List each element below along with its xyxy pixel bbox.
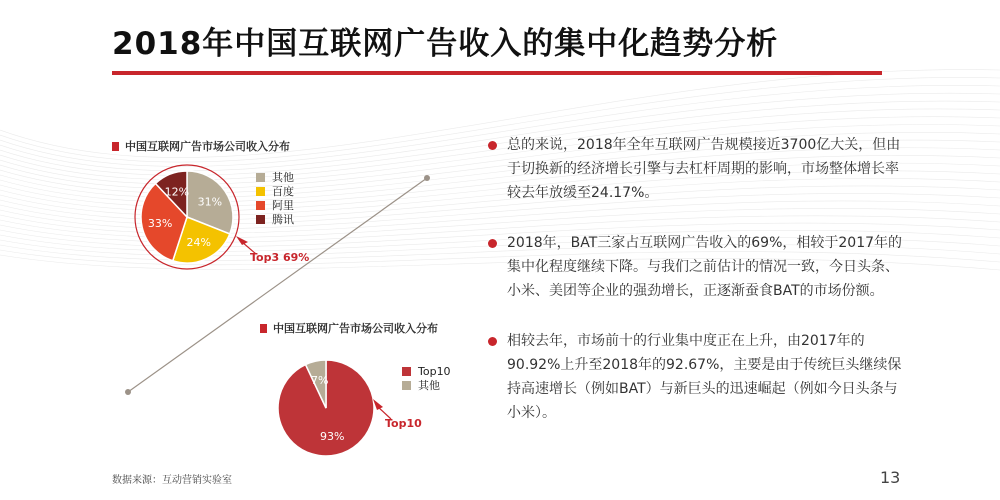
chart2-title: 中国互联网广告市场公司收入分布: [273, 322, 438, 335]
decor-dot: [125, 389, 131, 395]
chart1-legend-swatch: [256, 173, 265, 182]
chart1-legend-label: 百度: [272, 185, 294, 198]
chart1-legend-label: 腾讯: [272, 213, 294, 226]
chart2-legend: [402, 364, 451, 392]
chart1-legend-item: [256, 198, 294, 212]
chart1-pie: [132, 162, 242, 272]
chart2-data-label: 7%: [310, 373, 329, 387]
page-number: 13: [880, 468, 901, 487]
chart2-callout: Top10: [385, 417, 422, 430]
title-underline: [112, 71, 882, 75]
bullet-text: 2018年，BAT三家占互联网广告收入的69%，相较于2017年的集中化程度继续下降。与我们之前估计的情况一致，今日头条、小米、美团等企业的强劲增长，正逐渐蚕食BAT的市场份额。: [507, 235, 903, 299]
chart1-legend-item: [256, 184, 294, 198]
chart2-legend-swatch: [402, 381, 411, 390]
chart1-legend-swatch: [256, 187, 265, 196]
analysis-bullets: [484, 133, 904, 425]
chart2-data-label: 93%: [320, 430, 345, 444]
chart1-title: 中国互联网广告市场公司收入分布: [125, 140, 290, 153]
bullet-dot-icon: [488, 239, 497, 248]
chart1-data-label: 31%: [197, 195, 223, 209]
chart1-data-label: 33%: [147, 217, 173, 231]
bullet-item: [484, 231, 904, 303]
chart1-data-label: 24%: [186, 235, 211, 249]
page-title: 2018年中国互联网广告收入的集中化趋势分析: [112, 26, 779, 62]
bullet-item: [484, 133, 904, 205]
chart2-header: [260, 320, 438, 336]
chart2-legend-label: Top10: [418, 364, 451, 378]
chart2-legend-item: [402, 364, 451, 378]
chart1-legend-item: [256, 170, 294, 184]
bullet-text: 总的来说，2018年全年互联网广告规模接近3700亿大关，但由于切换新的经济增长引擎与去杠杆周期的影响，市场整体增长率较去年放缓至24.17%。: [507, 137, 901, 201]
chart1-callout: Top3 69%: [250, 251, 310, 264]
chart1-legend-label: 阿里: [272, 199, 294, 212]
chart1-legend-label: 其他: [272, 171, 294, 184]
chart1-header: [112, 138, 290, 154]
decor-dot: [424, 175, 430, 181]
bullet-dot-icon: [488, 141, 497, 150]
chart1-legend-swatch: [256, 201, 265, 210]
bullet-item: [484, 329, 904, 425]
chart1-header-marker: [112, 142, 119, 151]
chart1-legend: [256, 170, 294, 226]
bullet-dot-icon: [488, 337, 497, 346]
data-source: 数据来源：互动营销实验室: [112, 475, 232, 486]
chart1-data-label: 12%: [164, 185, 190, 199]
chart2-legend-label: 其他: [418, 379, 440, 392]
chart2-legend-swatch: [402, 367, 411, 376]
bullet-text: 相较去年，市场前十的行业集中度正在上升，由2017年的90.92%上升至2018年的92.67%，主要是由于传统巨头继续保持高速增长（例如BAT）与新巨头的迅速崛起（例如今日头条与小米）。: [507, 333, 902, 421]
chart2-legend-item: [402, 378, 451, 392]
chart2-header-marker: [260, 324, 267, 333]
chart1-legend-item: [256, 212, 294, 226]
chart1-legend-swatch: [256, 215, 265, 224]
